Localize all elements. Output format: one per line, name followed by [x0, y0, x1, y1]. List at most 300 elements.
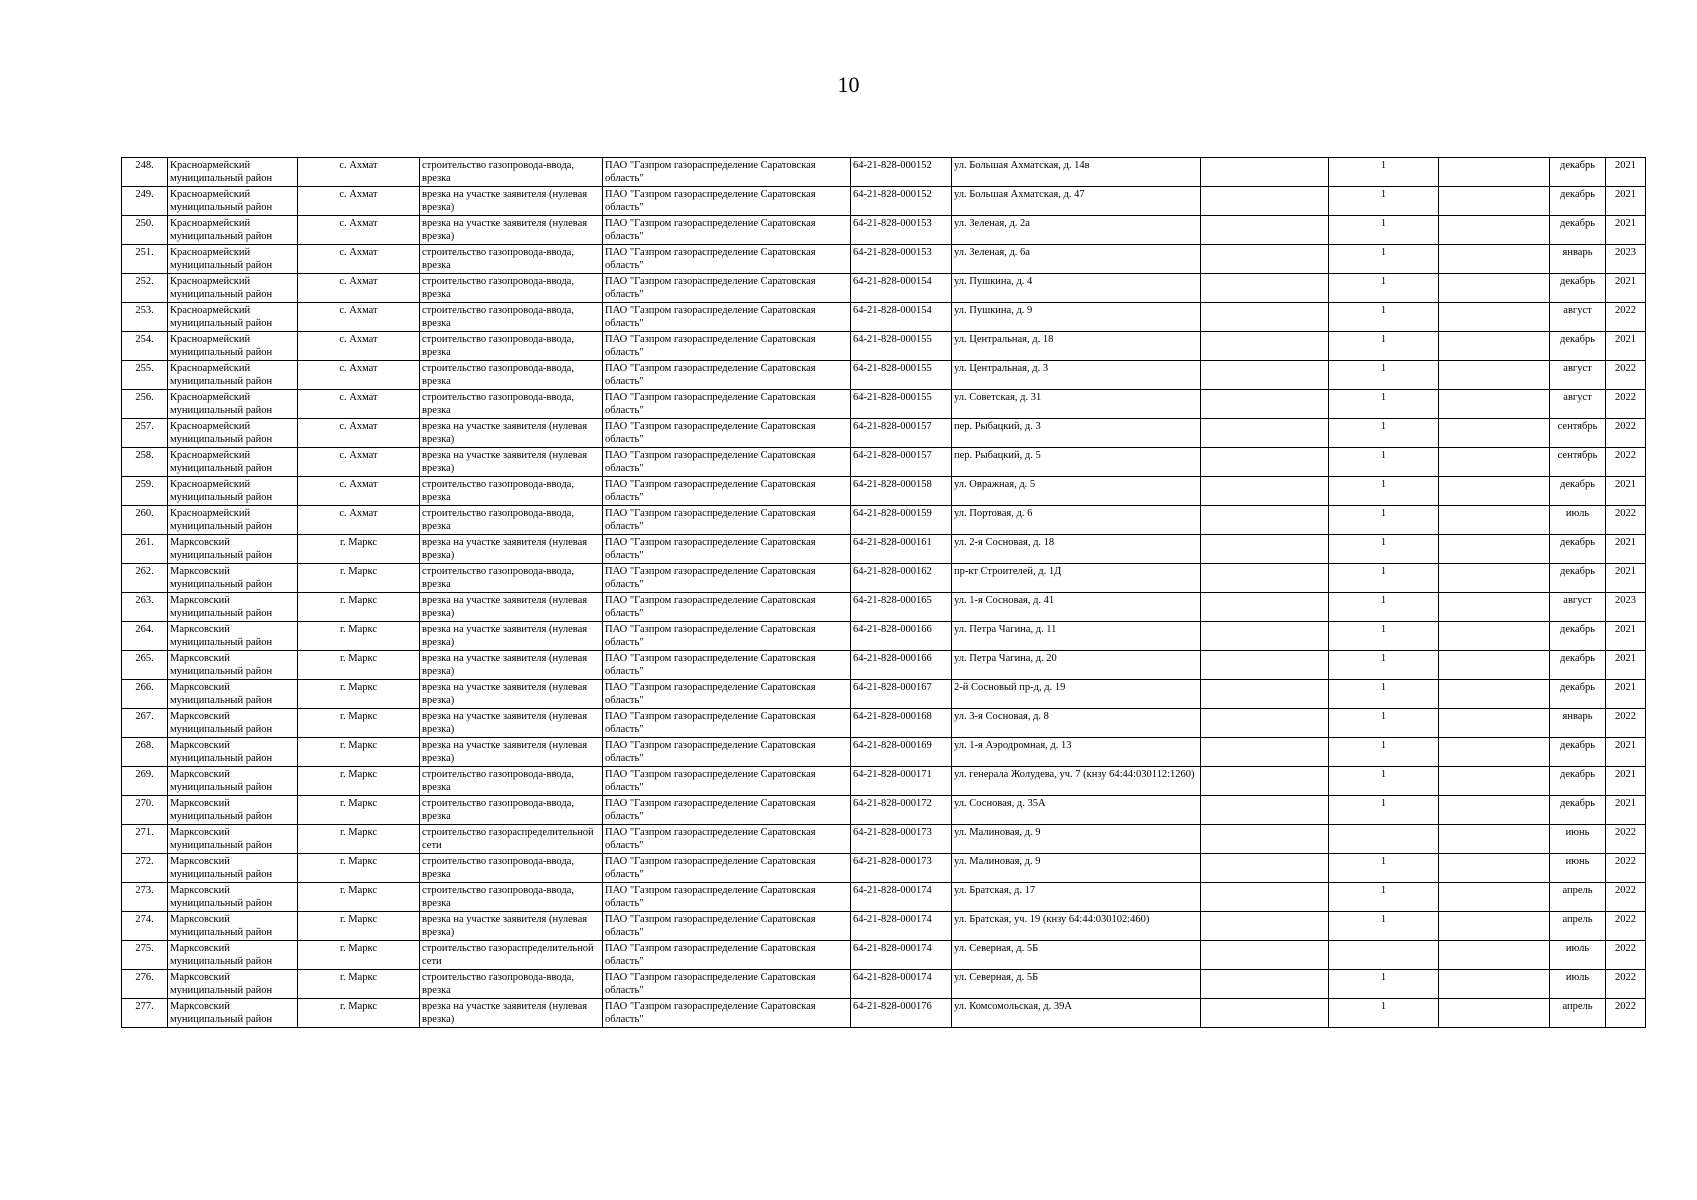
extra-cell [1201, 158, 1329, 187]
address-cell: ул. генерала Жолудева, уч. 7 (кнзу 64:44:030112:1260) [952, 767, 1201, 796]
object-code-cell: 64-21-828-000157 [851, 448, 952, 477]
extra-cell [1201, 274, 1329, 303]
organization-cell: ПАО "Газпром газораспределение Саратовская область" [603, 477, 851, 506]
table-row [122, 912, 1646, 941]
object-code-cell: 64-21-828-000174 [851, 941, 952, 970]
count-cell: 1 [1329, 593, 1439, 622]
table-body [122, 158, 1646, 1028]
locality-cell: с. Ахмат [298, 274, 420, 303]
work-type-cell: строительство газопровода-ввода, врезка [420, 361, 603, 390]
month-cell: август [1550, 390, 1606, 419]
row-number: 259. [122, 477, 168, 506]
table-row [122, 564, 1646, 593]
address-cell: ул. Братская, уч. 19 (кнзу 64:44:030102:460) [952, 912, 1201, 941]
object-code-cell: 64-21-828-000173 [851, 825, 952, 854]
object-code-cell: 64-21-828-000159 [851, 506, 952, 535]
address-cell: пр-кт Строителей, д. 1Д [952, 564, 1201, 593]
organization-cell: ПАО "Газпром газораспределение Саратовская область" [603, 622, 851, 651]
table-row [122, 854, 1646, 883]
note-cell [1439, 361, 1550, 390]
organization-cell: ПАО "Газпром газораспределение Саратовская область" [603, 593, 851, 622]
organization-cell: ПАО "Газпром газораспределение Саратовская область" [603, 535, 851, 564]
note-cell [1439, 970, 1550, 999]
extra-cell [1201, 303, 1329, 332]
count-cell: 1 [1329, 187, 1439, 216]
locality-cell: с. Ахмат [298, 158, 420, 187]
count-cell: 1 [1329, 912, 1439, 941]
row-number: 266. [122, 680, 168, 709]
locality-cell: г. Маркс [298, 622, 420, 651]
count-cell [1329, 825, 1439, 854]
locality-cell: с. Ахмат [298, 361, 420, 390]
table-row [122, 245, 1646, 274]
note-cell [1439, 448, 1550, 477]
month-cell: январь [1550, 709, 1606, 738]
object-code-cell: 64-21-828-000158 [851, 477, 952, 506]
work-type-cell: строительство газопровода-ввода, врезка [420, 854, 603, 883]
district-cell: Красноармейский муниципальный район [168, 390, 298, 419]
row-number: 271. [122, 825, 168, 854]
extra-cell [1201, 767, 1329, 796]
note-cell [1439, 738, 1550, 767]
district-cell: Красноармейский муниципальный район [168, 303, 298, 332]
extra-cell [1201, 245, 1329, 274]
district-cell: Красноармейский муниципальный район [168, 361, 298, 390]
object-code-cell: 64-21-828-000167 [851, 680, 952, 709]
table-row [122, 216, 1646, 245]
organization-cell: ПАО "Газпром газораспределение Саратовская область" [603, 187, 851, 216]
locality-cell: с. Ахмат [298, 448, 420, 477]
note-cell [1439, 390, 1550, 419]
extra-cell [1201, 999, 1329, 1028]
note-cell [1439, 622, 1550, 651]
extra-cell [1201, 622, 1329, 651]
note-cell [1439, 941, 1550, 970]
district-cell: Красноармейский муниципальный район [168, 187, 298, 216]
address-cell: ул. Большая Ахматская, д. 14в [952, 158, 1201, 187]
table-row [122, 622, 1646, 651]
object-code-cell: 64-21-828-000154 [851, 303, 952, 332]
row-number: 275. [122, 941, 168, 970]
work-type-cell: врезка на участке заявителя (нулевая врезка) [420, 419, 603, 448]
extra-cell [1201, 970, 1329, 999]
count-cell [1329, 941, 1439, 970]
district-cell: Красноармейский муниципальный район [168, 332, 298, 361]
locality-cell: г. Маркс [298, 854, 420, 883]
row-number: 250. [122, 216, 168, 245]
district-cell: Марксовский муниципальный район [168, 854, 298, 883]
district-cell: Красноармейский муниципальный район [168, 158, 298, 187]
count-cell: 1 [1329, 709, 1439, 738]
extra-cell [1201, 419, 1329, 448]
work-type-cell: врезка на участке заявителя (нулевая врезка) [420, 709, 603, 738]
table-row [122, 477, 1646, 506]
locality-cell: с. Ахмат [298, 477, 420, 506]
year-cell: 2022 [1606, 883, 1646, 912]
locality-cell: г. Маркс [298, 535, 420, 564]
note-cell [1439, 303, 1550, 332]
locality-cell: г. Маркс [298, 767, 420, 796]
work-type-cell: строительство газопровода-ввода, врезка [420, 158, 603, 187]
work-type-cell: строительство газопровода-ввода, врезка [420, 390, 603, 419]
row-number: 248. [122, 158, 168, 187]
work-type-cell: врезка на участке заявителя (нулевая врезка) [420, 738, 603, 767]
month-cell: апрель [1550, 912, 1606, 941]
row-number: 254. [122, 332, 168, 361]
note-cell [1439, 651, 1550, 680]
address-cell: ул. Центральная, д. 18 [952, 332, 1201, 361]
note-cell [1439, 883, 1550, 912]
organization-cell: ПАО "Газпром газораспределение Саратовская область" [603, 506, 851, 535]
count-cell: 1 [1329, 477, 1439, 506]
table-row [122, 187, 1646, 216]
count-cell: 1 [1329, 796, 1439, 825]
table-row [122, 999, 1646, 1028]
year-cell: 2022 [1606, 999, 1646, 1028]
district-cell: Марксовский муниципальный район [168, 999, 298, 1028]
registry-table [121, 157, 1646, 1028]
organization-cell: ПАО "Газпром газораспределение Саратовская область" [603, 216, 851, 245]
month-cell: сентябрь [1550, 448, 1606, 477]
month-cell: август [1550, 361, 1606, 390]
organization-cell: ПАО "Газпром газораспределение Саратовская область" [603, 825, 851, 854]
district-cell: Марксовский муниципальный район [168, 738, 298, 767]
note-cell [1439, 506, 1550, 535]
count-cell: 1 [1329, 158, 1439, 187]
row-number: 263. [122, 593, 168, 622]
work-type-cell: строительство газопровода-ввода, врезка [420, 332, 603, 361]
year-cell: 2022 [1606, 709, 1646, 738]
count-cell: 1 [1329, 883, 1439, 912]
month-cell: июль [1550, 941, 1606, 970]
district-cell: Красноармейский муниципальный район [168, 448, 298, 477]
table-row [122, 970, 1646, 999]
district-cell: Красноармейский муниципальный район [168, 419, 298, 448]
month-cell: декабрь [1550, 332, 1606, 361]
table-row [122, 303, 1646, 332]
year-cell: 2021 [1606, 651, 1646, 680]
work-type-cell: строительство газопровода-ввода, врезка [420, 970, 603, 999]
year-cell: 2022 [1606, 448, 1646, 477]
table-row [122, 825, 1646, 854]
organization-cell: ПАО "Газпром газораспределение Саратовская область" [603, 912, 851, 941]
address-cell: ул. 2-я Сосновая, д. 18 [952, 535, 1201, 564]
organization-cell: ПАО "Газпром газораспределение Саратовская область" [603, 738, 851, 767]
year-cell: 2022 [1606, 854, 1646, 883]
year-cell: 2022 [1606, 941, 1646, 970]
locality-cell: г. Маркс [298, 912, 420, 941]
district-cell: Красноармейский муниципальный район [168, 477, 298, 506]
extra-cell [1201, 187, 1329, 216]
month-cell: апрель [1550, 883, 1606, 912]
table-row [122, 796, 1646, 825]
extra-cell [1201, 477, 1329, 506]
year-cell: 2021 [1606, 564, 1646, 593]
row-number: 277. [122, 999, 168, 1028]
count-cell: 1 [1329, 274, 1439, 303]
note-cell [1439, 274, 1550, 303]
organization-cell: ПАО "Газпром газораспределение Саратовская область" [603, 999, 851, 1028]
month-cell: апрель [1550, 999, 1606, 1028]
row-number: 257. [122, 419, 168, 448]
note-cell [1439, 999, 1550, 1028]
work-type-cell: строительство газопровода-ввода, врезка [420, 245, 603, 274]
extra-cell [1201, 361, 1329, 390]
row-number: 273. [122, 883, 168, 912]
work-type-cell: строительство газопровода-ввода, врезка [420, 796, 603, 825]
month-cell: декабрь [1550, 477, 1606, 506]
year-cell: 2023 [1606, 245, 1646, 274]
object-code-cell: 64-21-828-000155 [851, 390, 952, 419]
district-cell: Марксовский муниципальный район [168, 941, 298, 970]
month-cell: сентябрь [1550, 419, 1606, 448]
address-cell: ул. Братская, д. 17 [952, 883, 1201, 912]
month-cell: декабрь [1550, 767, 1606, 796]
extra-cell [1201, 390, 1329, 419]
locality-cell: г. Маркс [298, 796, 420, 825]
note-cell [1439, 535, 1550, 564]
object-code-cell: 64-21-828-000171 [851, 767, 952, 796]
address-cell: ул. Зеленая, д. 2а [952, 216, 1201, 245]
month-cell: июль [1550, 506, 1606, 535]
work-type-cell: врезка на участке заявителя (нулевая врезка) [420, 999, 603, 1028]
table-row [122, 651, 1646, 680]
organization-cell: ПАО "Газпром газораспределение Саратовская область" [603, 361, 851, 390]
year-cell: 2021 [1606, 274, 1646, 303]
count-cell: 1 [1329, 622, 1439, 651]
count-cell: 1 [1329, 854, 1439, 883]
address-cell: ул. Портовая, д. 6 [952, 506, 1201, 535]
extra-cell [1201, 564, 1329, 593]
count-cell: 1 [1329, 767, 1439, 796]
work-type-cell: строительство газораспределительной сети [420, 825, 603, 854]
object-code-cell: 64-21-828-000166 [851, 622, 952, 651]
year-cell: 2021 [1606, 477, 1646, 506]
organization-cell: ПАО "Газпром газораспределение Саратовская область" [603, 767, 851, 796]
year-cell: 2022 [1606, 970, 1646, 999]
district-cell: Марксовский муниципальный район [168, 912, 298, 941]
note-cell [1439, 187, 1550, 216]
address-cell: ул. Советская, д. 31 [952, 390, 1201, 419]
extra-cell [1201, 796, 1329, 825]
table-row [122, 332, 1646, 361]
address-cell: ул. Пушкина, д. 4 [952, 274, 1201, 303]
district-cell: Марксовский муниципальный район [168, 767, 298, 796]
work-type-cell: строительство газопровода-ввода, врезка [420, 767, 603, 796]
count-cell: 1 [1329, 651, 1439, 680]
address-cell: ул. 1-я Сосновая, д. 41 [952, 593, 1201, 622]
object-code-cell: 64-21-828-000174 [851, 912, 952, 941]
object-code-cell: 64-21-828-000161 [851, 535, 952, 564]
year-cell: 2021 [1606, 216, 1646, 245]
extra-cell [1201, 941, 1329, 970]
note-cell [1439, 419, 1550, 448]
year-cell: 2022 [1606, 506, 1646, 535]
address-cell: ул. Зеленая, д. 6а [952, 245, 1201, 274]
year-cell: 2021 [1606, 738, 1646, 767]
year-cell: 2021 [1606, 622, 1646, 651]
locality-cell: г. Маркс [298, 680, 420, 709]
count-cell: 1 [1329, 506, 1439, 535]
count-cell: 1 [1329, 332, 1439, 361]
row-number: 260. [122, 506, 168, 535]
month-cell: декабрь [1550, 738, 1606, 767]
address-cell: ул. Северная, д. 5Б [952, 970, 1201, 999]
extra-cell [1201, 825, 1329, 854]
count-cell: 1 [1329, 216, 1439, 245]
row-number: 261. [122, 535, 168, 564]
year-cell: 2023 [1606, 593, 1646, 622]
address-cell: пер. Рыбацкий, д. 3 [952, 419, 1201, 448]
locality-cell: г. Маркс [298, 651, 420, 680]
work-type-cell: врезка на участке заявителя (нулевая врезка) [420, 216, 603, 245]
table-row [122, 274, 1646, 303]
row-number: 252. [122, 274, 168, 303]
extra-cell [1201, 506, 1329, 535]
year-cell: 2021 [1606, 680, 1646, 709]
year-cell: 2022 [1606, 825, 1646, 854]
locality-cell: г. Маркс [298, 825, 420, 854]
address-cell: ул. 1-я Аэродромная, д. 13 [952, 738, 1201, 767]
row-number: 253. [122, 303, 168, 332]
extra-cell [1201, 738, 1329, 767]
note-cell [1439, 216, 1550, 245]
work-type-cell: врезка на участке заявителя (нулевая врезка) [420, 680, 603, 709]
note-cell [1439, 912, 1550, 941]
table-row [122, 419, 1646, 448]
year-cell: 2022 [1606, 303, 1646, 332]
district-cell: Марксовский муниципальный район [168, 593, 298, 622]
table-row [122, 535, 1646, 564]
month-cell: декабрь [1550, 796, 1606, 825]
organization-cell: ПАО "Газпром газораспределение Саратовская область" [603, 970, 851, 999]
note-cell [1439, 332, 1550, 361]
object-code-cell: 64-21-828-000174 [851, 883, 952, 912]
note-cell [1439, 709, 1550, 738]
object-code-cell: 64-21-828-000172 [851, 796, 952, 825]
object-code-cell: 64-21-828-000173 [851, 854, 952, 883]
table-row [122, 709, 1646, 738]
organization-cell: ПАО "Газпром газораспределение Саратовская область" [603, 854, 851, 883]
month-cell: декабрь [1550, 564, 1606, 593]
month-cell: июль [1550, 970, 1606, 999]
note-cell [1439, 796, 1550, 825]
organization-cell: ПАО "Газпром газораспределение Саратовская область" [603, 883, 851, 912]
count-cell: 1 [1329, 448, 1439, 477]
note-cell [1439, 680, 1550, 709]
note-cell [1439, 245, 1550, 274]
count-cell: 1 [1329, 390, 1439, 419]
work-type-cell: строительство газопровода-ввода, врезка [420, 564, 603, 593]
district-cell: Красноармейский муниципальный район [168, 506, 298, 535]
count-cell: 1 [1329, 419, 1439, 448]
note-cell [1439, 564, 1550, 593]
object-code-cell: 64-21-828-000153 [851, 245, 952, 274]
year-cell: 2021 [1606, 535, 1646, 564]
locality-cell: с. Ахмат [298, 187, 420, 216]
month-cell: декабрь [1550, 187, 1606, 216]
locality-cell: г. Маркс [298, 564, 420, 593]
district-cell: Марксовский муниципальный район [168, 564, 298, 593]
count-cell: 1 [1329, 738, 1439, 767]
address-cell: ул. Петра Чагина, д. 11 [952, 622, 1201, 651]
row-number: 258. [122, 448, 168, 477]
address-cell: ул. Большая Ахматская, д. 47 [952, 187, 1201, 216]
year-cell: 2021 [1606, 796, 1646, 825]
locality-cell: г. Маркс [298, 738, 420, 767]
year-cell: 2022 [1606, 912, 1646, 941]
table-row [122, 448, 1646, 477]
address-cell: ул. Центральная, д. 3 [952, 361, 1201, 390]
table-row [122, 593, 1646, 622]
organization-cell: ПАО "Газпром газораспределение Саратовская область" [603, 332, 851, 361]
extra-cell [1201, 535, 1329, 564]
address-cell: ул. Комсомольская, д. 39А [952, 999, 1201, 1028]
extra-cell [1201, 680, 1329, 709]
row-number: 256. [122, 390, 168, 419]
row-number: 272. [122, 854, 168, 883]
table-row [122, 390, 1646, 419]
locality-cell: с. Ахмат [298, 332, 420, 361]
locality-cell: г. Маркс [298, 941, 420, 970]
extra-cell [1201, 854, 1329, 883]
address-cell: ул. Северная, д. 5Б [952, 941, 1201, 970]
object-code-cell: 64-21-828-000166 [851, 651, 952, 680]
month-cell: июнь [1550, 825, 1606, 854]
object-code-cell: 64-21-828-000155 [851, 332, 952, 361]
row-number: 251. [122, 245, 168, 274]
locality-cell: с. Ахмат [298, 419, 420, 448]
object-code-cell: 64-21-828-000162 [851, 564, 952, 593]
organization-cell: ПАО "Газпром газораспределение Саратовская область" [603, 390, 851, 419]
count-cell: 1 [1329, 680, 1439, 709]
locality-cell: с. Ахмат [298, 506, 420, 535]
table-row [122, 767, 1646, 796]
work-type-cell: строительство газопровода-ввода, врезка [420, 477, 603, 506]
organization-cell: ПАО "Газпром газораспределение Саратовская область" [603, 564, 851, 593]
district-cell: Марксовский муниципальный район [168, 651, 298, 680]
note-cell [1439, 854, 1550, 883]
organization-cell: ПАО "Газпром газораспределение Саратовская область" [603, 941, 851, 970]
row-number: 265. [122, 651, 168, 680]
year-cell: 2022 [1606, 419, 1646, 448]
table-row [122, 158, 1646, 187]
organization-cell: ПАО "Газпром газораспределение Саратовская область" [603, 680, 851, 709]
count-cell: 1 [1329, 564, 1439, 593]
year-cell: 2022 [1606, 390, 1646, 419]
object-code-cell: 64-21-828-000153 [851, 216, 952, 245]
district-cell: Марксовский муниципальный район [168, 796, 298, 825]
table-row [122, 361, 1646, 390]
month-cell: декабрь [1550, 535, 1606, 564]
address-cell: ул. Малиновая, д. 9 [952, 854, 1201, 883]
district-cell: Красноармейский муниципальный район [168, 216, 298, 245]
note-cell [1439, 158, 1550, 187]
month-cell: декабрь [1550, 680, 1606, 709]
row-number: 255. [122, 361, 168, 390]
table-row [122, 883, 1646, 912]
month-cell: декабрь [1550, 216, 1606, 245]
row-number: 270. [122, 796, 168, 825]
note-cell [1439, 767, 1550, 796]
table-row [122, 738, 1646, 767]
table-row [122, 506, 1646, 535]
object-code-cell: 64-21-828-000154 [851, 274, 952, 303]
organization-cell: ПАО "Газпром газораспределение Саратовская область" [603, 651, 851, 680]
table-row [122, 941, 1646, 970]
count-cell: 1 [1329, 361, 1439, 390]
count-cell: 1 [1329, 970, 1439, 999]
